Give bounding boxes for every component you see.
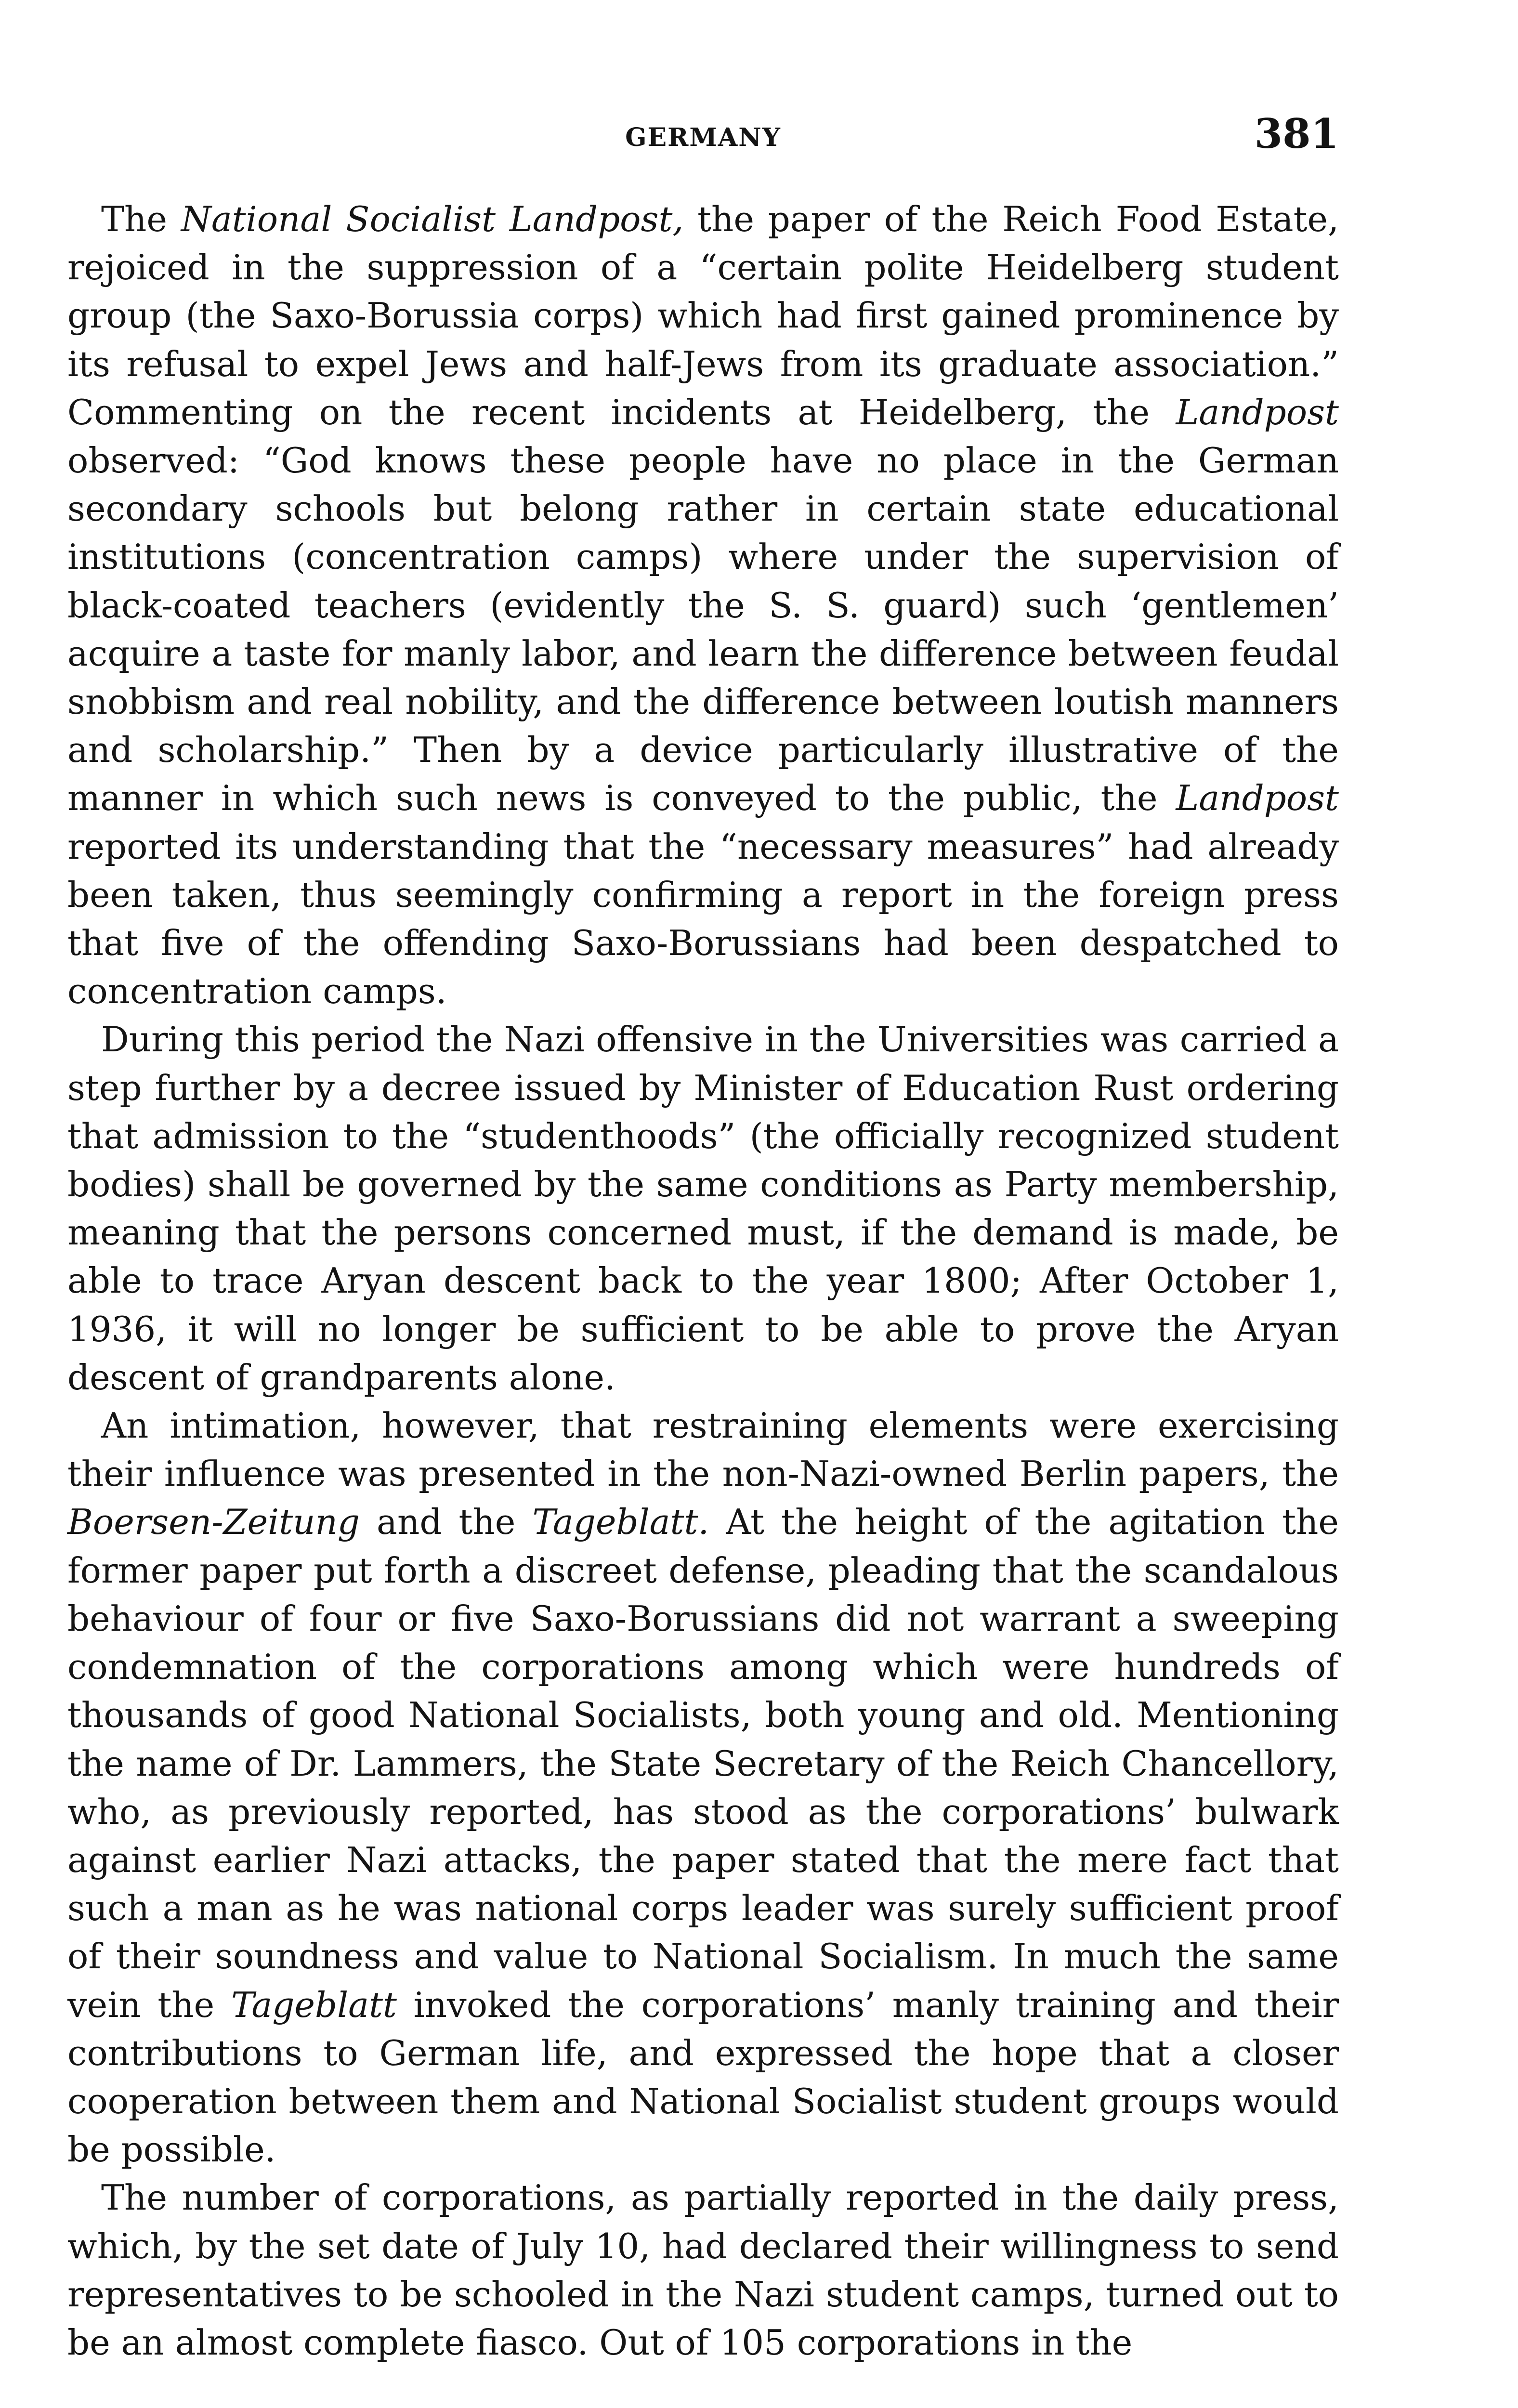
- paragraph-berlin-papers: An intimation, however, that restraining elements were exercising their influence was presented in the non-Nazi-owned Berlin papers, the Boersen-Zeitung and the Tageblatt. At the height of the agitation the former paper put forth a discreet defense, pleading that the scandalous behaviour of four or five Saxo-Borussians did not warrant a sweeping condemnation of the corporations among which were hundreds of thousands of good National Socialists, both young and old. Mentioning the name of Dr. Lammers, the State Secretary of the Reich Chancellory, who, as previously reported, has stood as the corporations’ bulwark against earlier Nazi attacks, the paper stated that the mere fact that such a man as he was national corps leader was surely sufficient proof of their soundness and value to National Socialism. In much the same vein the Tageblatt invoked the corporations’ manly training and their contributions to German life, and expressed the hope that a closer cooperation between them and National Socialist student groups would be possible.: [67, 1405, 1339, 2170]
- italic-title: Tageblatt: [231, 1984, 397, 2025]
- running-head: GERMANY: [625, 123, 781, 152]
- paragraph-decree: During this period the Nazi offensive in the Universities was carried a step further by a decree issued by Minister of Education Rust ordering that admission to the “studenthoods” (the officially recognized student bodies) shall be governed by the same conditions as Party membership, meaning that the persons concerned must, if the demand is made, be able to trace Aryan descent back to the year 1800; After October 1, 1936, it will no longer be sufficient to be able to prove the Aryan descent of grandparents alone.: [67, 1019, 1339, 1398]
- italic-title: Landpost: [1176, 392, 1339, 432]
- italic-title: Landpost: [1176, 778, 1339, 819]
- page-header: [67, 101, 1339, 173]
- paragraph-corporations: The number of corporations, as partially reported in the daily press, which, by the set date of July 10, had declared their willingness to send representatives to be schooled in the Nazi student camps, turned out to be an almost complete fiasco. Out of 105 corporations in the: [67, 2177, 1339, 2363]
- paragraph-landpost: The National Socialist Landpost, the paper of the Reich Food Estate, rejoiced in the suppression of a “certain polite Heidelberg student group (the Saxo-Borussia corps) which had first gained prominence by its refusal to expel Jews and half-Jews from its graduate association.” Commenting on the recent incidents at Heidelberg, the Landpost observed: “God knows these people have no place in the German secondary schools but belong rather in certain state educational institutions (concentration camps) where under the supervision of black-coated teachers (evidently the S. S. guard) such ‘gentlemen’ acquire a taste for manly labor, and learn the difference between feudal snobbism and real nobility, and the difference between loutish manners and scholarship.” Then by a device particularly illustrative of the manner in which such news is conveyed to the public, the Landpost reported its understanding that the “necessary measures” had already been taken, thus seemingly confirming a report in the foreign press that five of the offending Saxo-Borussians had been despatched to concentration camps.: [67, 199, 1339, 1012]
- body-text: [67, 195, 1339, 2367]
- italic-title: National Socialist Landpost,: [181, 199, 684, 239]
- italic-title: Boersen-Zeitung: [67, 1502, 360, 1543]
- page-number: 381: [1254, 110, 1339, 157]
- italic-title: Tageblatt.: [532, 1502, 709, 1543]
